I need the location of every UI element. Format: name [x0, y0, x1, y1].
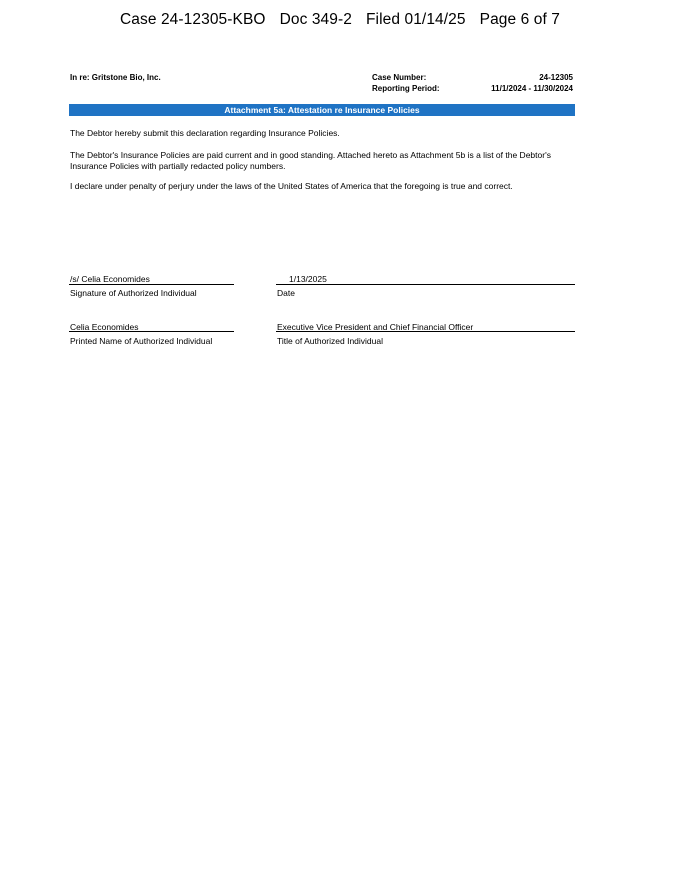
case-number-stamp: Case 24-12305-KBO	[119, 11, 266, 28]
perjury-statement-paragraph: I declare under penalty of perjury under the laws of the United States of America that the foregoing is true and correct.	[70, 181, 513, 191]
page-number-stamp: Page 6 of 7	[479, 11, 561, 28]
declaration-paragraph: The Debtor hereby submit this declaration regarding Insurance Policies.	[70, 128, 340, 138]
court-filing-header	[0, 11, 680, 29]
signature-caption: Signature of Authorized Individual	[70, 288, 197, 298]
date-line	[276, 284, 575, 285]
reporting-period-value: 11/1/2024 - 11/30/2024	[491, 84, 573, 93]
insurance-status-paragraph: The Debtor's Insurance Policies are paid current and in good standing. Attached hereto as Attachment 5b is a list of the Debtor's Insurance Policies with partially redacted policy numbers.	[70, 150, 551, 171]
date-caption: Date	[277, 288, 295, 298]
printed-name-line	[69, 331, 234, 332]
signature-value: /s/ Celia Economides	[70, 274, 150, 284]
title-value: Executive Vice President and Chief Financial Officer	[277, 322, 474, 332]
filed-date-stamp: Filed 01/14/25	[365, 11, 466, 28]
case-number-value: 24-12305	[539, 73, 573, 82]
printed-name-value: Celia Economides	[70, 322, 139, 332]
reporting-period-label: Reporting Period:	[372, 84, 440, 93]
signature-line	[69, 284, 234, 285]
printed-name-caption: Printed Name of Authorized Individual	[70, 336, 213, 346]
debtor-name: In re: Gritstone Bio, Inc.	[70, 73, 161, 82]
title-line	[276, 331, 575, 332]
title-caption: Title of Authorized Individual	[277, 336, 383, 346]
attachment-title-banner: Attachment 5a: Attestation re Insurance Policies	[69, 104, 575, 116]
case-number-label: Case Number:	[372, 73, 427, 82]
doc-number-stamp: Doc 349-2	[279, 11, 352, 28]
date-value: 1/13/2025	[289, 274, 327, 284]
